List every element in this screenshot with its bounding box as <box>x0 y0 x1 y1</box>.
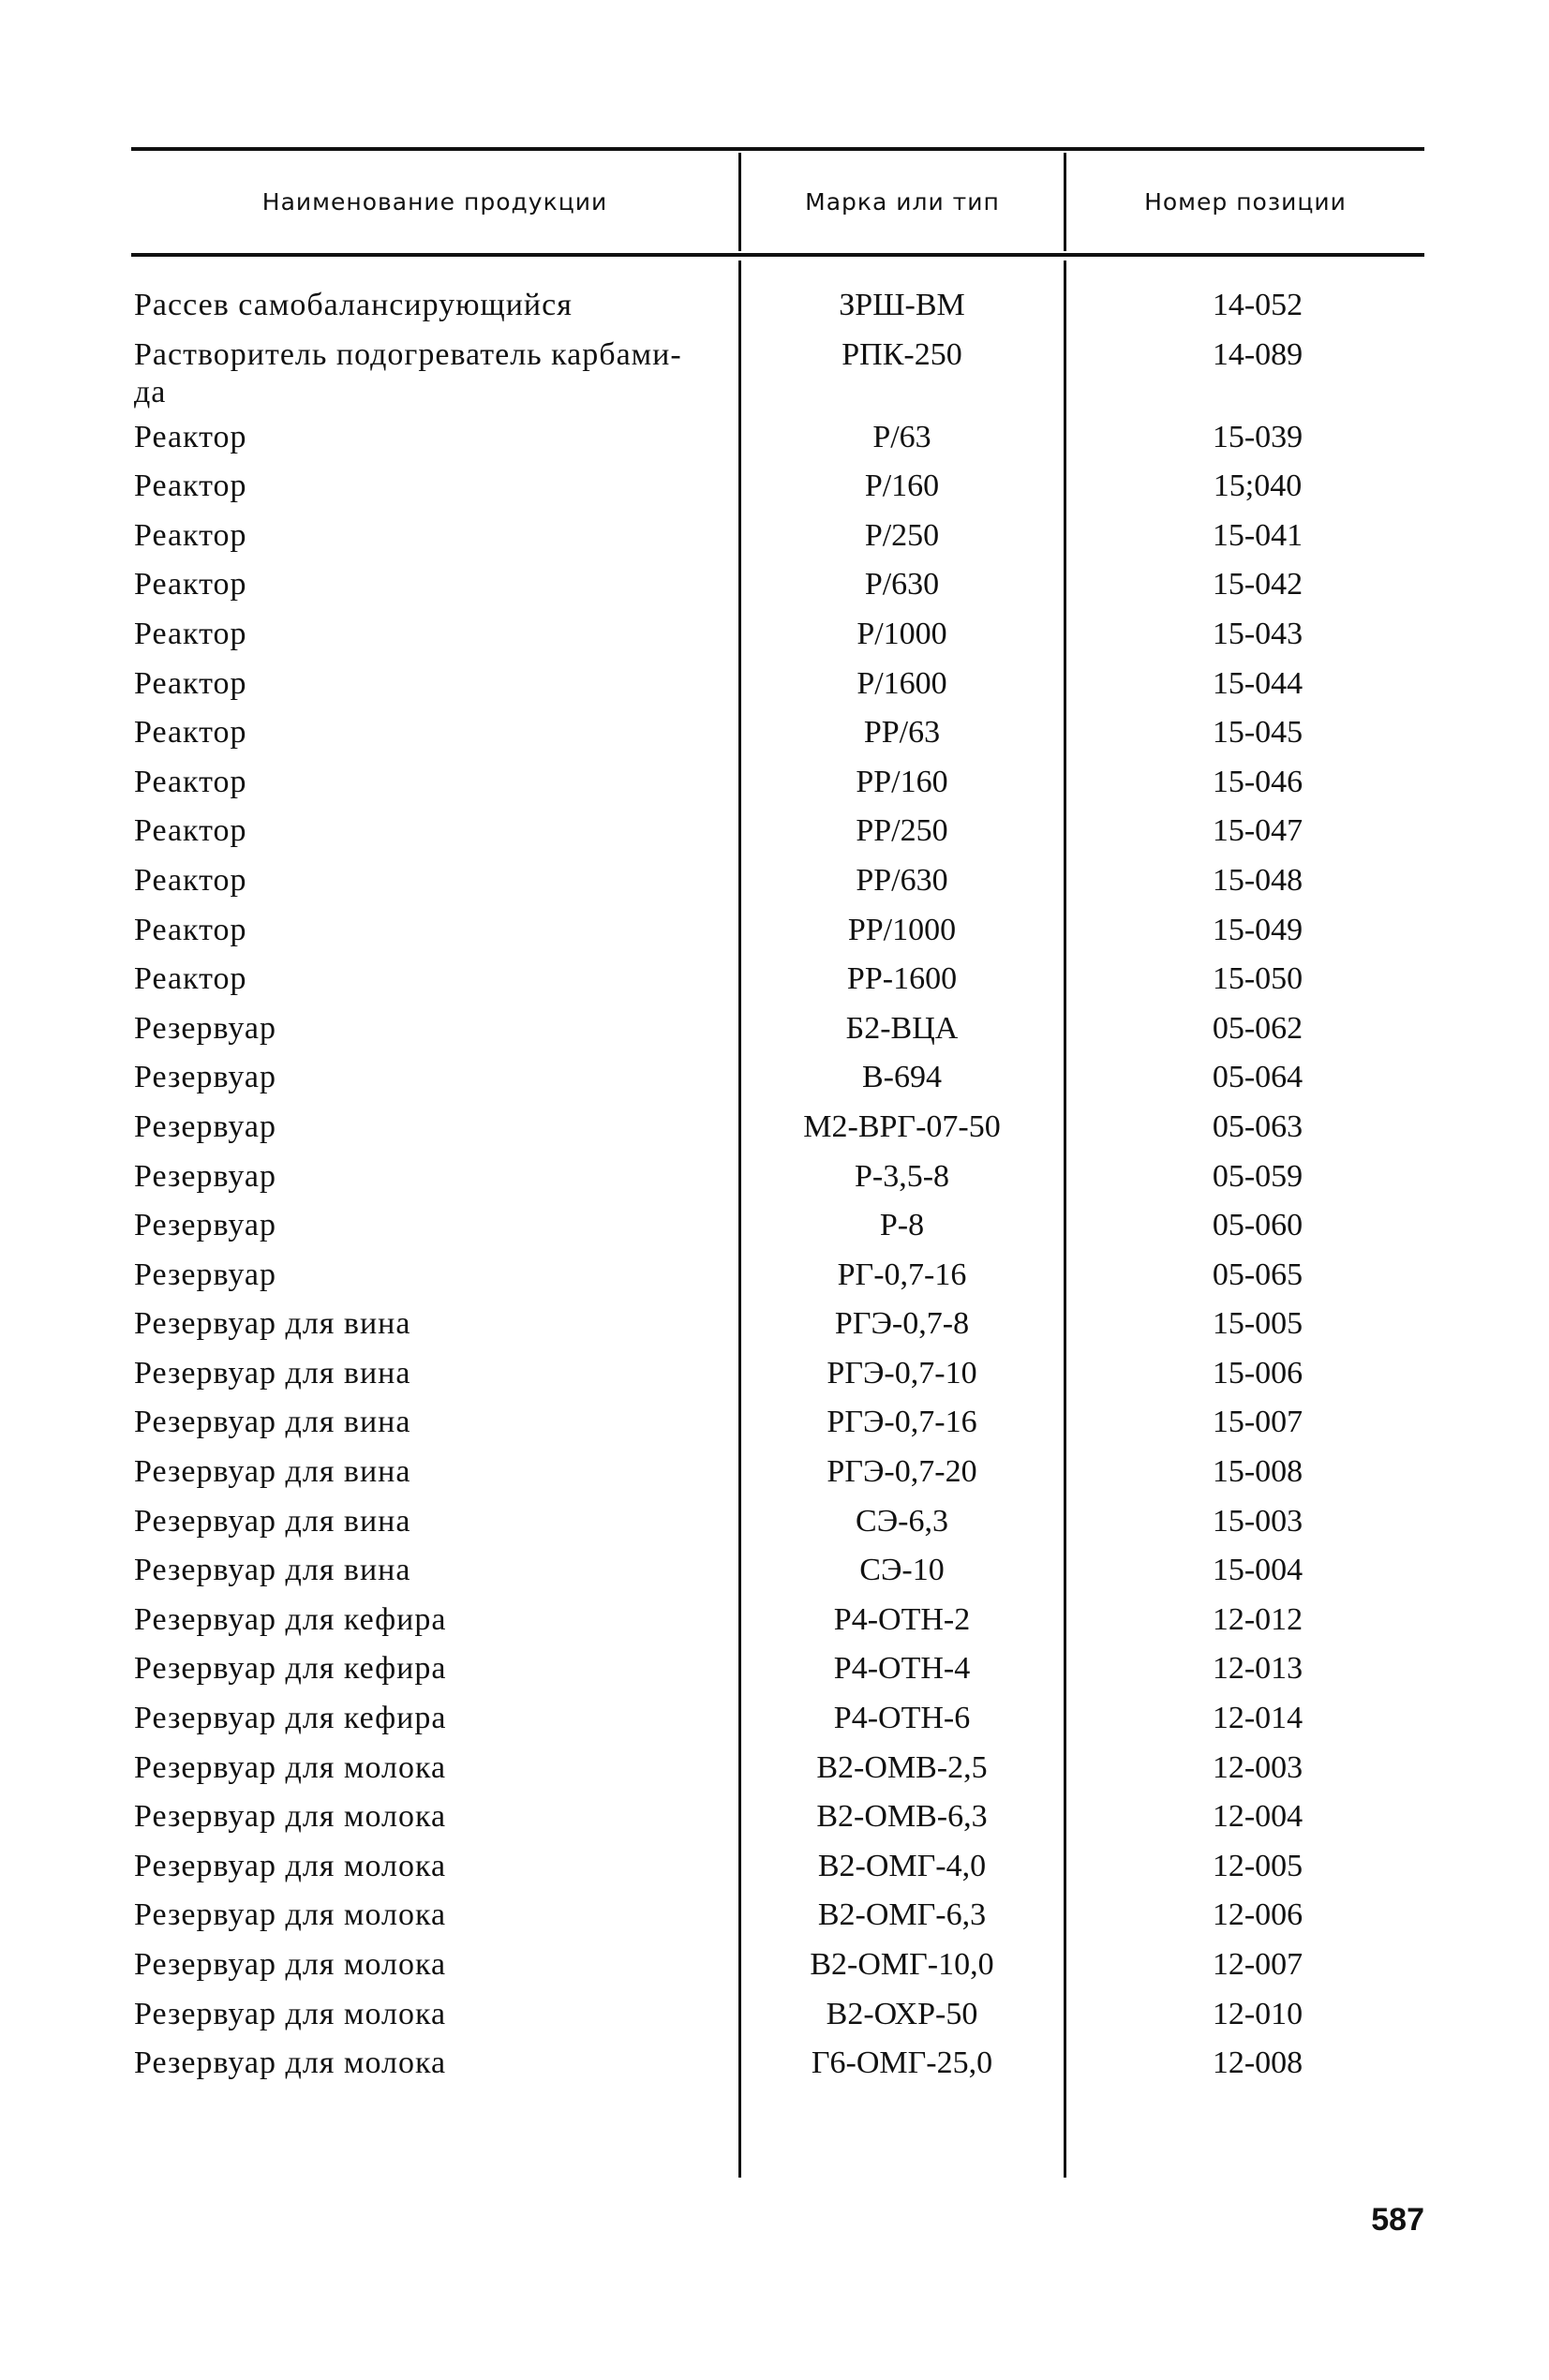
table-row <box>0 710 1549 760</box>
position-number-cell: 15-045 <box>1212 715 1303 751</box>
position-number-cell: 15-043 <box>1212 616 1303 651</box>
position-number-cell: 15-005 <box>1212 1306 1303 1342</box>
mark-type-cell: В2-ОМВ-6,3 <box>816 1799 988 1835</box>
table-row <box>0 333 1549 415</box>
position-number-cell: 05-059 <box>1212 1158 1303 1194</box>
mark-type-cell: РР/1000 <box>847 912 957 947</box>
position-number-cell: 15-006 <box>1212 1355 1303 1391</box>
mark-type-cell: В2-ОМВ-2,5 <box>816 1749 988 1785</box>
position-number-cell: 15-008 <box>1212 1454 1303 1490</box>
position-number-cell: 05-063 <box>1212 1108 1303 1144</box>
table-row <box>0 1548 1549 1598</box>
table-header-rule <box>131 253 1424 257</box>
position-number-cell: 12-012 <box>1212 1601 1303 1637</box>
product-name-cell: Резервуар для вина <box>134 1355 411 1391</box>
table-row <box>0 283 1549 333</box>
table-row <box>0 1893 1549 1942</box>
mark-type-cell: РР/630 <box>856 862 948 898</box>
mark-type-cell: Р/160 <box>864 469 940 504</box>
product-name-cell: Реактор <box>134 567 247 602</box>
product-name-cell: Резервуар для вина <box>134 1306 411 1342</box>
position-number-cell: 05-062 <box>1212 1010 1303 1046</box>
table-row <box>0 1646 1549 1696</box>
table-body <box>0 283 1549 2090</box>
position-number-cell: 15-047 <box>1212 813 1303 849</box>
product-name-cell: Резервуар для молока <box>134 1799 447 1835</box>
position-number-cell: 05-060 <box>1212 1208 1303 1243</box>
position-number-cell: 05-065 <box>1212 1257 1303 1292</box>
product-name-cell: Резервуар для вина <box>134 1454 411 1490</box>
position-number-cell: 15-003 <box>1212 1503 1303 1539</box>
position-number-cell: 15-049 <box>1212 912 1303 947</box>
table-row <box>0 957 1549 1006</box>
mark-type-cell: РПК-250 <box>842 336 962 372</box>
table-row <box>0 1154 1549 1204</box>
position-number-cell: 12-014 <box>1212 1701 1303 1736</box>
table-row <box>0 2041 1549 2090</box>
product-name-cell: Резервуар <box>134 1208 277 1243</box>
product-name-cell: Резервуар для молока <box>134 2045 447 2081</box>
mark-type-cell: Р/250 <box>864 517 940 553</box>
table-row <box>0 612 1549 662</box>
mark-type-cell: РГЭ-0,7-8 <box>834 1306 970 1342</box>
mark-type-cell: Г6-ОМГ-25,0 <box>811 2045 993 2081</box>
table-row <box>0 1794 1549 1844</box>
page-number: 587 <box>1371 2202 1424 2238</box>
table-row <box>0 1006 1549 1056</box>
table-row <box>0 1400 1549 1450</box>
position-number-cell: 14-052 <box>1212 288 1303 322</box>
product-name-cell: Реактор <box>134 862 247 898</box>
position-number-cell: 15;040 <box>1213 469 1303 504</box>
position-number-cell: 15-039 <box>1212 419 1303 454</box>
mark-type-cell: РГЭ-0,7-10 <box>827 1355 977 1391</box>
mark-type-cell: В-694 <box>862 1060 942 1095</box>
mark-type-cell: В2-ОМГ-10,0 <box>810 1947 994 1982</box>
table-row <box>0 415 1549 465</box>
mark-type-cell: Р/63 <box>872 419 931 454</box>
product-name-cell: Реактор <box>134 517 247 553</box>
position-number-cell: 12-007 <box>1212 1947 1303 1982</box>
position-number-cell: 12-008 <box>1212 2045 1303 2081</box>
table-row <box>0 1696 1549 1746</box>
mark-type-cell: ЗРШ-ВМ <box>839 288 965 322</box>
product-name-cell: Резервуар для вина <box>134 1503 411 1539</box>
product-name-cell: Резервуар для вина <box>134 1553 411 1588</box>
position-number-cell: 15-044 <box>1212 665 1303 701</box>
position-number-cell: 12-003 <box>1212 1749 1303 1785</box>
table-row <box>0 1203 1549 1253</box>
product-name-cell: Рассев самобалансирующийся <box>134 288 573 322</box>
mark-type-cell: СЭ-10 <box>859 1553 945 1588</box>
product-name-cell: Резервуар для вина <box>134 1405 411 1440</box>
mark-type-cell: Р4-ОТН-2 <box>833 1601 971 1637</box>
product-name-cell: Резервуар для молока <box>134 1947 447 1982</box>
product-name-cell: Резервуар для молока <box>134 1749 447 1785</box>
product-name-cell: Реактор <box>134 616 247 651</box>
mark-type-cell: Р/1600 <box>856 665 947 701</box>
mark-type-cell: В2-ОМГ-4,0 <box>817 1848 987 1883</box>
mark-type-cell: СЭ-6,3 <box>856 1503 948 1539</box>
table-row <box>0 1942 1549 1992</box>
header-position-number: Номер позиции <box>1144 187 1347 216</box>
header-product-name: Наименование продукции <box>261 187 608 216</box>
position-number-cell: 15-004 <box>1212 1553 1303 1588</box>
table-row <box>0 1253 1549 1302</box>
mark-type-cell: Р/1000 <box>856 616 947 651</box>
table-row <box>0 858 1549 908</box>
table-row <box>0 1105 1549 1154</box>
table-row <box>0 809 1549 858</box>
mark-type-cell: Р-8 <box>879 1208 925 1243</box>
position-number-cell: 12-010 <box>1212 1996 1303 2031</box>
table-row <box>0 1844 1549 1894</box>
product-name-cell: Резервуар <box>134 1158 277 1194</box>
mark-type-cell: РР/250 <box>856 813 948 849</box>
position-number-cell: 15-050 <box>1212 961 1303 997</box>
product-name-cell: Резервуар для молока <box>134 1848 447 1883</box>
table-row <box>0 1746 1549 1795</box>
position-number-cell: 15-042 <box>1212 567 1303 602</box>
mark-type-cell: РР-1600 <box>846 961 958 997</box>
mark-type-cell: В2-ОХР-50 <box>826 1996 978 2031</box>
position-number-cell: 14-089 <box>1212 336 1303 372</box>
table-row <box>0 662 1549 711</box>
product-name-cell: Резервуар <box>134 1108 277 1144</box>
mark-type-cell: Р/630 <box>864 567 940 602</box>
table-row <box>0 1302 1549 1351</box>
position-number-cell: 15-007 <box>1212 1405 1303 1440</box>
table-row <box>0 562 1549 612</box>
table-row <box>0 1499 1549 1549</box>
mark-type-cell: РР/63 <box>863 715 941 751</box>
position-number-cell: 15-046 <box>1212 764 1303 799</box>
mark-type-cell: РГ-0,7-16 <box>837 1257 967 1292</box>
product-name-cell: Резервуар для кефира <box>134 1701 447 1736</box>
mark-type-cell: В2-ОМГ-6,3 <box>817 1897 987 1933</box>
product-name-cell: Реактор <box>134 715 247 751</box>
mark-type-cell: Р4-ОТН-6 <box>833 1701 971 1736</box>
position-number-cell: 05-064 <box>1212 1060 1303 1095</box>
product-name-cell: Резервуар <box>134 1257 277 1292</box>
table-row <box>0 1351 1549 1401</box>
product-name-cell: Резервуар <box>134 1060 277 1095</box>
position-number-cell: 15-041 <box>1212 517 1303 553</box>
header-mark-type: Марка или тип <box>805 187 1000 216</box>
table-row <box>0 1055 1549 1105</box>
position-number-cell: 12-013 <box>1212 1651 1303 1687</box>
table-row <box>0 760 1549 810</box>
product-name-cell: Реактор <box>134 665 247 701</box>
product-name-cell: Резервуар для кефира <box>134 1601 447 1637</box>
product-name-cell: Резервуар для кефира <box>134 1651 447 1687</box>
mark-type-cell: М2-ВРГ-07-50 <box>803 1108 1001 1144</box>
mark-type-cell: Р4-ОТН-4 <box>833 1651 971 1687</box>
position-number-cell: 12-005 <box>1212 1848 1303 1883</box>
position-number-cell: 12-006 <box>1212 1897 1303 1933</box>
mark-type-cell: Р-3,5-8 <box>854 1158 950 1194</box>
table-row <box>0 1450 1549 1499</box>
product-name-cell: Реактор <box>134 961 247 997</box>
table-row <box>0 513 1549 563</box>
table-row <box>0 1598 1549 1647</box>
position-number-cell: 15-048 <box>1212 862 1303 898</box>
product-name-cell: Реактор <box>134 419 247 454</box>
product-name-cell: Реактор <box>134 469 247 504</box>
product-name-cell: Резервуар для молока <box>134 1897 447 1933</box>
mark-type-cell: РР/160 <box>856 764 948 799</box>
product-name-cell: Резервуар <box>134 1010 277 1046</box>
product-name-cell: Резервуар для молока <box>134 1996 447 2031</box>
table-row <box>0 464 1549 513</box>
table-row <box>0 908 1549 958</box>
mark-type-cell: РГЭ-0,7-16 <box>827 1405 977 1440</box>
position-number-cell: 12-004 <box>1212 1799 1303 1835</box>
product-name-cell: Реактор <box>134 912 247 947</box>
product-name-cell: Растворитель подогреватель карбами- да <box>134 336 682 409</box>
product-name-cell: Реактор <box>134 764 247 799</box>
mark-type-cell: Б2-ВЦА <box>845 1010 959 1046</box>
mark-type-cell: РГЭ-0,7-20 <box>827 1454 977 1490</box>
table-row <box>0 1992 1549 2042</box>
product-name-cell: Реактор <box>134 813 247 849</box>
